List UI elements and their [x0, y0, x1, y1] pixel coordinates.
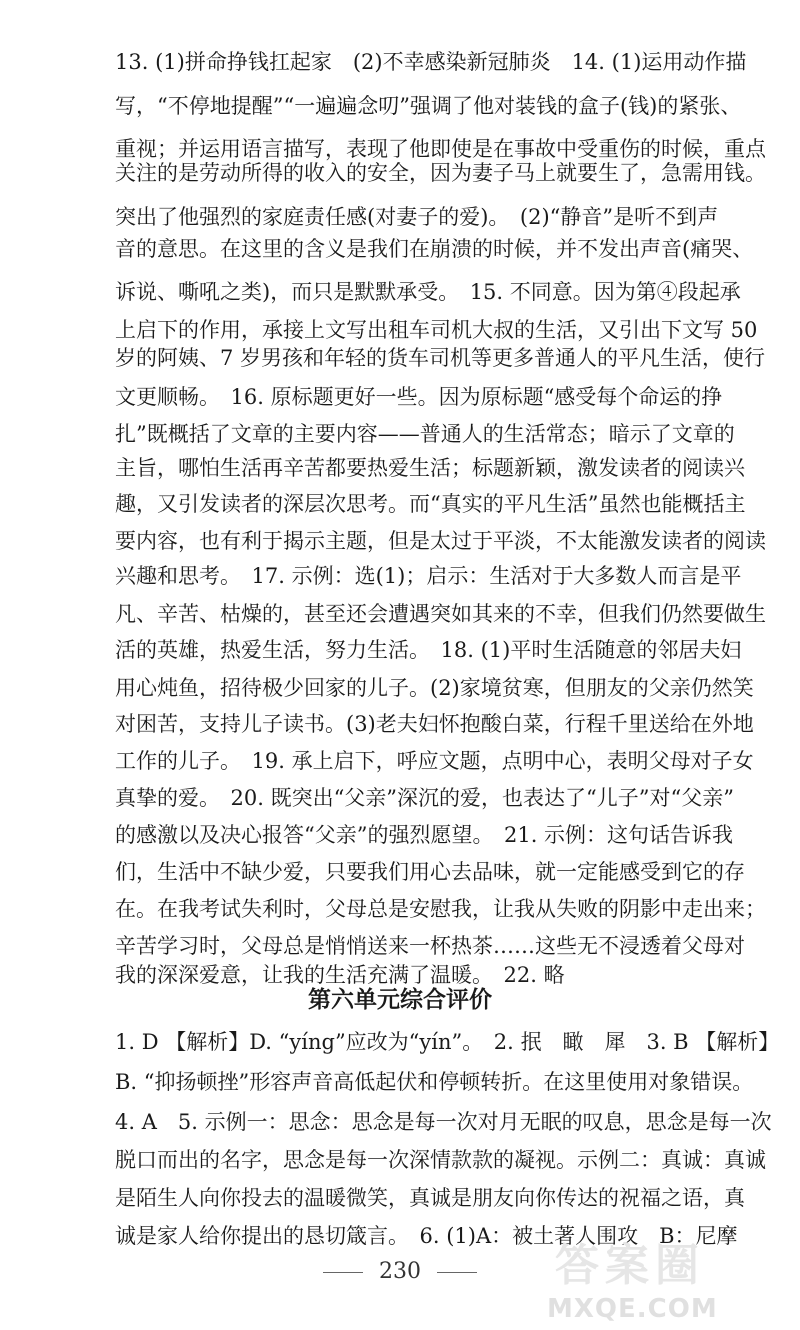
text-line: 脱口而出的名字，思念是每一次深情款款的凝视。示例二：真诚：真诚: [115, 1148, 766, 1172]
text-line: 关注的是劳动所得的收入的安全，因为妻子马上就要生了，急需用钱。: [115, 161, 766, 185]
text-line: 兴趣和思考。 17. 示例：选(1)；启示：生活对于大多数人而言是平: [115, 564, 742, 588]
text-line: 趣，又引发读者的深层次思考。而“真实的平凡生活”虽然也能概括主: [115, 492, 746, 516]
text-line: 扎”既概括了文章的主要内容——普通人的生活常态；暗示了文章的: [115, 422, 735, 446]
text-line: 主旨，哪怕生活再辛苦都要热爱生活；标题新颖，激发读者的阅读兴: [115, 456, 745, 480]
watermark-url: MXQE.COM: [547, 1294, 718, 1324]
rule-right: [437, 1272, 477, 1273]
text-line: 4. A 5. 示例一：思念：思念是每一次对月无眠的叹息，思念是每一次: [115, 1110, 772, 1134]
rule-left: [323, 1272, 363, 1273]
text-line: 写，“不停地提醒”“一遍遍念叨”强调了他对装钱的盒子(钱)的紧张、: [115, 94, 742, 118]
section-title: 第六单元综合评价: [308, 986, 492, 1013]
text-line: 在。在我考试失利时，父母总是安慰我，让我从失败的阴影中走出来；: [115, 897, 766, 921]
text-line: 们，生活中不缺少爱，只要我们用心去品味，就一定能感受到它的存: [115, 860, 745, 884]
text-line: 我的深深爱意，让我的生活充满了温暖。 22. 略: [115, 963, 565, 987]
watermark-logo: 答案圈: [555, 1240, 705, 1291]
text-line: 辛苦学习时，父母总是悄悄送来一杯热茶……这些无不浸透着父母对: [115, 934, 745, 958]
text-line: 诉说、嘶吼之类)，而只是默默承受。 15. 不同意。因为第④段起承: [115, 280, 741, 304]
text-line: 工作的儿子。 19. 承上启下，呼应文题，点明中心，表明父母对子女: [115, 749, 754, 773]
text-line: 用心炖鱼，招待极少回家的儿子。(2)家境贫寒，但朋友的父亲仍然笑: [115, 676, 754, 700]
text-line: 凡、辛苦、枯燥的，甚至还会遭遇突如其来的不幸，但我们仍然要做生: [115, 602, 766, 626]
text-line: 活的英雄，热爱生活，努力生活。 18. (1)平时生活随意的邻居夫妇: [115, 638, 742, 662]
text-line: 音的意思。在这里的含义是我们在崩溃的时候，并不发出声音(痛哭、: [115, 237, 754, 261]
text-line: 诚是家人给你提出的恳切箴言。 6. (1)A：被土著人围攻 B：尼摩: [115, 1224, 738, 1248]
text-line: 真挚的爱。 20. 既突出“父亲”深沉的爱，也表达了“儿子”对“父亲”: [115, 786, 734, 810]
text-line: 重视；并运用语言描写，表现了他即使是在事故中受重伤的时候，重点: [115, 137, 766, 161]
page-number-text: 230: [379, 1259, 421, 1284]
text-line: 对困苦，支持儿子读书。(3)老夫妇怀抱酸白菜，行程千里送给在外地: [115, 712, 754, 736]
text-line: 是陌生人向你投去的温暖微笑，真诚是朋友向你传达的祝福之语，真: [115, 1186, 745, 1210]
text-line: 1. D 【解析】D. “yíng”应改为“yín”。 2. 抿 瞰 犀 3. B 【解析】: [115, 1030, 780, 1054]
text-line: 岁的阿姨、7 岁男孩和年轻的货车司机等更多普通人的平凡生活，使行: [115, 346, 766, 370]
text-line: 突出了他强烈的家庭责任感(对妻子的爱)。 (2)“静音”是听不到声: [115, 205, 719, 229]
watermark: [535, 1238, 795, 1328]
text-line: 的感激以及决心报答“父亲”的强烈愿望。 21. 示例：这句话告诉我: [115, 823, 734, 847]
text-line: 上启下的作用，承接上文写出租车司机大叔的生活，又引出下文写 50: [115, 318, 758, 342]
text-line: 要内容，也有利于揭示主题，但是太过于平淡，不太能激发读者的阅读: [115, 529, 766, 553]
text-line: B. “抑扬顿挫”形容声音高低起伏和停顿转折。在这里使用对象错误。: [115, 1070, 754, 1094]
text-line: 文更顺畅。 16. 原标题更好一些。因为原标题“感受每个命运的挣: [115, 385, 723, 409]
text-line: 13. (1)拼命挣钱扛起家 (2)不幸感染新冠肺炎 14. (1)运用动作描: [115, 50, 747, 74]
